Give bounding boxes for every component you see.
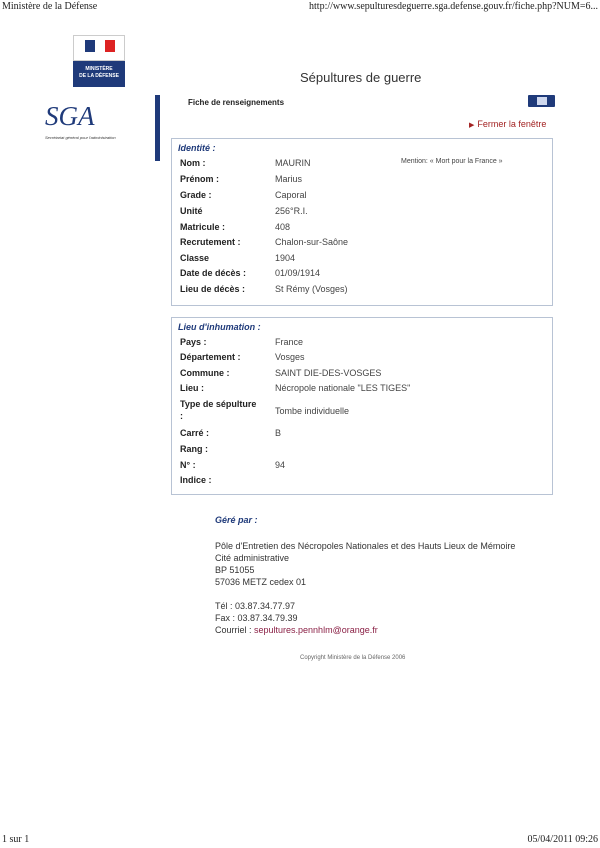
sga-logo-subtitle: Secrétariat général pour l'administration <box>45 135 116 140</box>
nom-label: Nom : <box>180 158 206 168</box>
nom-value: MAURIN <box>275 158 311 168</box>
pays-label: Pays : <box>180 337 207 347</box>
type-sepulture-label: Type de sépulture <box>180 399 257 409</box>
type-sepulture-value: Tombe individuelle <box>275 406 350 416</box>
recrutement-label: Recrutement : <box>180 237 241 247</box>
address-line: BP 51055 <box>215 565 255 575</box>
departement-value: Vosges <box>275 352 305 362</box>
gere-par-heading: Géré par : <box>215 515 258 525</box>
classe-label: Classe <box>180 253 210 263</box>
courriel-label: Courriel : <box>215 625 255 635</box>
email-link[interactable]: sepultures.pennhlm@orange.fr <box>254 625 378 635</box>
date-deces-label: Date de décès : <box>180 268 247 278</box>
identite-section <box>171 138 553 306</box>
close-window-label: Fermer la fenêtre <box>477 119 547 129</box>
address-line: Pôle d'Entretien des Nécropoles Nationales et des Hauts Lieux de Mémoire <box>215 541 516 551</box>
telephone-text: Tél : 03.87.34.77.97 <box>215 601 296 611</box>
identite-heading: Identité : <box>178 143 216 153</box>
sga-logo-text: SGA <box>45 101 95 131</box>
grade-value: Caporal <box>275 190 307 200</box>
ministry-logo-line1: MINISTÈRE <box>85 66 113 72</box>
mention-text: Mention: « Mort pour la France » <box>401 158 503 165</box>
carre-label: Carré : <box>180 428 210 438</box>
sga-logo <box>36 95 162 161</box>
print-footer-page: 1 sur 1 <box>2 834 30 845</box>
numero-value: 94 <box>275 460 286 470</box>
numero-label: N° : <box>180 460 196 470</box>
print-header-title: Ministère de la Défense <box>2 1 98 12</box>
fax-text: Fax : 03.87.34.79.39 <box>215 613 298 623</box>
grade-label: Grade : <box>180 190 212 200</box>
unite-value: 256°R.I. <box>275 206 308 216</box>
inhumation-heading: Lieu d'inhumation : <box>178 322 261 332</box>
lieu-deces-label: Lieu de décès : <box>180 284 246 294</box>
site-title: Sépultures de guerre <box>300 70 422 85</box>
print-icon[interactable] <box>528 95 555 107</box>
fiche-title: Fiche de renseignements <box>188 98 285 107</box>
matricule-value: 408 <box>275 222 291 232</box>
ministry-logo-line2: DE LA DÉFENSE <box>79 73 119 79</box>
prenom-value: Marius <box>275 174 303 184</box>
close-window-link[interactable] <box>469 119 546 129</box>
commune-value: SAINT DIE-DES-VOSGES <box>275 368 382 378</box>
classe-value: 1904 <box>275 253 296 263</box>
carre-value: B <box>275 428 282 438</box>
departement-label: Département : <box>180 352 241 362</box>
inhumation-section <box>171 317 553 495</box>
date-deces-value: 01/09/1914 <box>275 268 321 278</box>
commune-label: Commune : <box>180 368 230 378</box>
french-flag-icon <box>85 40 115 52</box>
unite-label: Unité <box>180 206 203 216</box>
print-header-url: http://www.sepulturesdeguerre.sga.defense.gouv.fr/fiche.php?NUM=6... <box>309 1 598 12</box>
copyright-text: Copyright Ministère de la Défense 2006 <box>300 655 406 661</box>
sga-logo-bar <box>155 95 160 161</box>
lieu-label: Lieu : <box>180 383 204 393</box>
rang-label: Rang : <box>180 444 208 454</box>
address-line: 57036 METZ cedex 01 <box>215 577 307 587</box>
lieu-value: Nécropole nationale "LES TIGES" <box>275 383 411 393</box>
prenom-label: Prénom : <box>180 174 220 184</box>
address-line: Cité administrative <box>215 553 290 563</box>
indice-label: Indice : <box>180 475 212 485</box>
pays-value: France <box>275 337 304 347</box>
lieu-deces-value: St Rémy (Vosges) <box>275 284 348 294</box>
courriel-line <box>215 625 378 635</box>
type-sepulture-colon: : <box>180 411 183 421</box>
matricule-label: Matricule : <box>180 222 226 232</box>
ministry-logo <box>73 35 125 87</box>
arrow-right-icon: ▶ <box>469 122 475 129</box>
recrutement-value: Chalon-sur-Saône <box>275 237 349 247</box>
print-footer-date: 05/04/2011 09:26 <box>527 834 598 845</box>
